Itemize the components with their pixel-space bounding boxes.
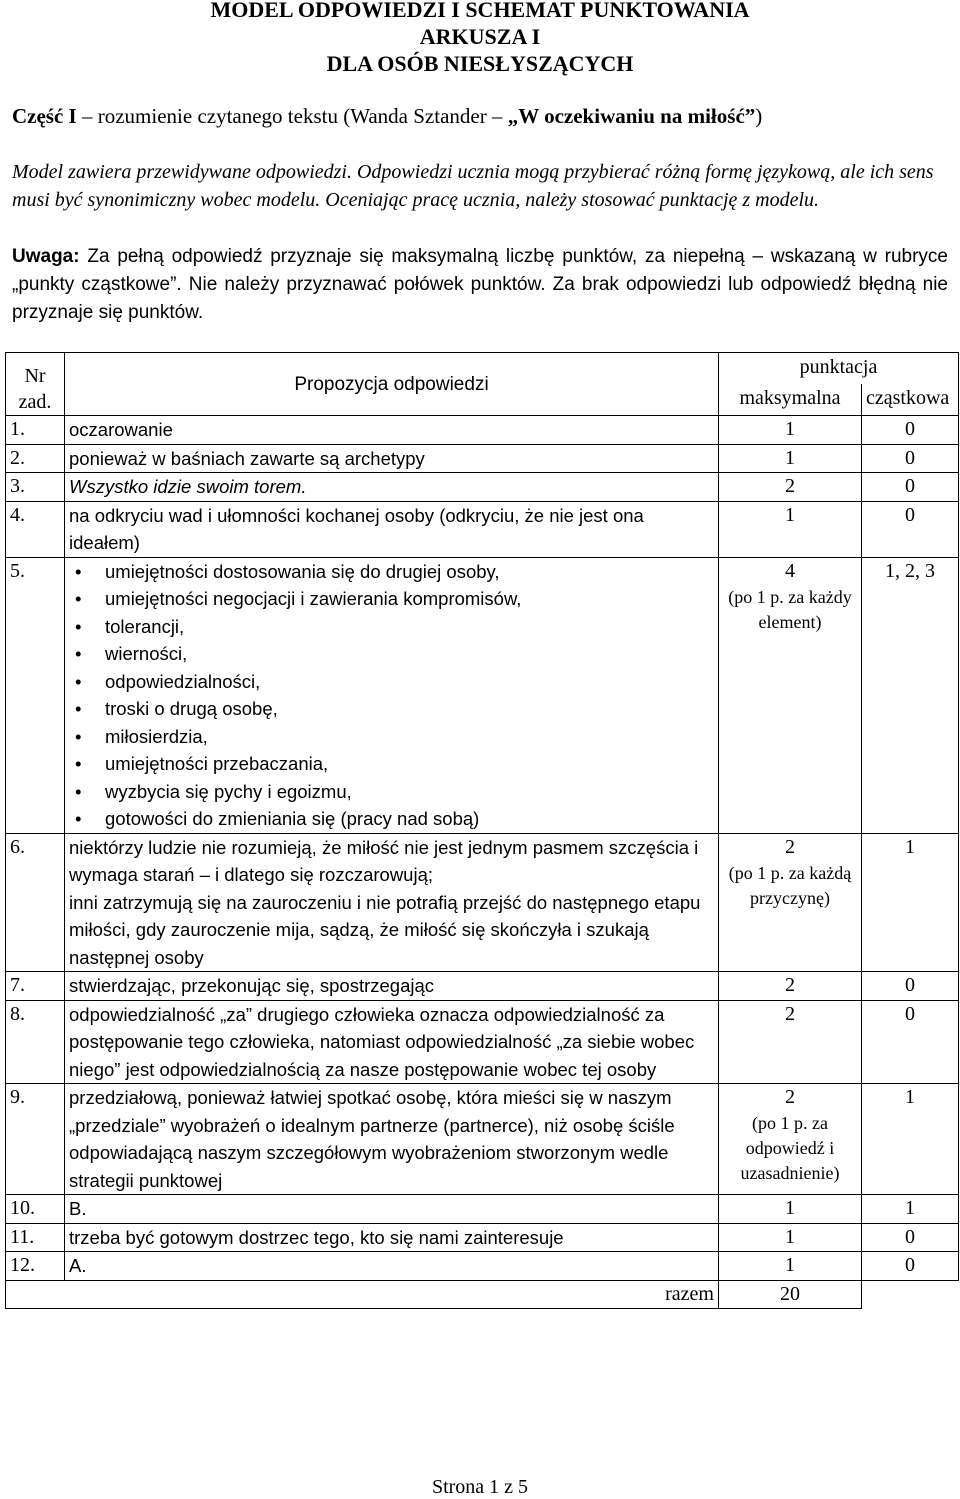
row-max: 2 xyxy=(719,1000,862,1084)
row-max xyxy=(719,1084,862,1195)
intro-paragraph: Model zawiera przewidywane odpowiedzi. Odpowiedzi ucznia mogą przybierać różną formę językową, ale ich sens musi być synonimiczny wobec modelu. Oceniając pracę ucznia, należy stosować punktację z modelu. xyxy=(12,161,934,211)
header-scoring: punktacja xyxy=(719,353,959,385)
list-item-text: gotowości do zmieniania się (pracy nad sobą) xyxy=(105,808,480,829)
row-answer: Wszystko idzie swoim torem. xyxy=(65,473,719,502)
list-item-text: miłosierdzia, xyxy=(105,725,208,747)
row-answer: trzeba być gotowym dostrzec tego, kto się nami zainteresuje xyxy=(65,1223,719,1252)
list-item xyxy=(75,723,714,751)
bullet-icon: • xyxy=(75,615,82,637)
row-max: 1 xyxy=(719,1195,862,1224)
table-row xyxy=(6,1000,959,1084)
row-partial: 0 xyxy=(862,1252,959,1281)
part-heading xyxy=(12,102,952,130)
sum-value: 20 xyxy=(719,1280,862,1308)
row-max-note: (po 1 p. za odpowiedź i uzasadnienie) xyxy=(740,1113,840,1183)
row-max-value: 2 xyxy=(785,835,795,858)
bullet-icon: • xyxy=(75,670,82,692)
row-max: 1 xyxy=(719,1252,862,1281)
list-item xyxy=(75,805,714,833)
bullet-icon: • xyxy=(75,725,82,747)
list-item xyxy=(75,585,714,613)
row-max xyxy=(719,557,862,833)
row-nr: 7. xyxy=(6,972,65,1001)
table-row xyxy=(6,557,959,833)
row-max: 1 xyxy=(719,501,862,557)
note-label: Uwaga: xyxy=(12,246,80,267)
header-max: maksymalna xyxy=(719,384,862,416)
row-answer: odpowiedzialność „za” drugiego człowieka oznacza odpowiedzialność za postępowanie tego człowieka, natomiast odpowiedzialność „za siebie wobec niego” jest odpowiedzialnością za nasze postępowanie wobec tej osoby xyxy=(65,1000,719,1084)
part-label: Część I xyxy=(12,104,77,128)
row-partial: 1 xyxy=(862,1195,959,1224)
list-item xyxy=(75,640,714,668)
row-max: 2 xyxy=(719,972,862,1001)
scoring-table xyxy=(5,352,959,1309)
list-item-text: tolerancji, xyxy=(105,615,185,637)
part-title: „W oczekiwaniu na miłość” xyxy=(507,104,756,128)
bullet-icon: • xyxy=(75,560,82,582)
title-line-3: DLA OSÓB NIESŁYSZĄCYCH xyxy=(326,51,634,76)
row-answer-part-1: niektórzy ludzie nie rozumieją, że miłość nie jest jednym pasmem szczęścia i wymaga starań – i dlatego się rozczarowują; xyxy=(69,836,699,885)
table-sum-row xyxy=(6,1280,959,1308)
sum-label: razem xyxy=(6,1280,719,1308)
row-nr: 5. xyxy=(6,557,65,833)
bullet-icon: • xyxy=(75,753,82,774)
list-item xyxy=(75,778,714,806)
row-answer: przedziałową, ponieważ łatwiej spotkać osobę, która mieści się w naszym „przedziale” wyobrażeń o idealnym partnerze (partnerce), niż osobę ściśle odpowiadającą naszym szczegółowym wyobrażeniom stworzonym wedle strategii punktowej xyxy=(65,1084,719,1195)
row-partial: 0 xyxy=(862,473,959,502)
row-nr: 8. xyxy=(6,1000,65,1084)
bullet-icon: • xyxy=(75,780,82,802)
table-row xyxy=(6,1084,959,1195)
row-partial: 0 xyxy=(862,416,959,445)
bullet-icon: • xyxy=(75,588,82,609)
bullet-icon: • xyxy=(75,698,82,719)
table-row xyxy=(6,1195,959,1224)
list-item xyxy=(75,558,714,586)
list-item xyxy=(75,668,714,696)
row-answer: A. xyxy=(65,1252,719,1281)
row-partial: 1 xyxy=(862,1084,959,1195)
part-text: – rozumienie czytanego tekstu (Wanda Sztander – xyxy=(76,104,508,128)
table-row xyxy=(6,972,959,1001)
row-max xyxy=(719,833,862,972)
table-row xyxy=(6,444,959,473)
row-max: 1 xyxy=(719,1223,862,1252)
row-max: 2 xyxy=(719,473,862,502)
row-partial: 0 xyxy=(862,444,959,473)
row-answer-list xyxy=(65,557,719,833)
row-max-note: (po 1 p. za każdą przyczynę) xyxy=(728,862,852,908)
row-max-note: (po 1 p. za każdy element) xyxy=(728,586,852,632)
row-nr: 3. xyxy=(6,473,65,502)
table-row xyxy=(6,473,959,502)
row-max: 1 xyxy=(719,444,862,473)
list-item-text: wyzbycia się pychy i egoizmu, xyxy=(105,780,352,802)
table-row xyxy=(6,416,959,445)
row-nr: 4. xyxy=(6,501,65,557)
row-nr: 10. xyxy=(6,1195,65,1224)
bullet-icon: • xyxy=(75,643,82,664)
table-row xyxy=(6,833,959,972)
page-footer: Strona 1 z 5 xyxy=(431,1476,529,1498)
row-answer: B. xyxy=(65,1195,719,1224)
table-row xyxy=(6,1223,959,1252)
row-partial: 0 xyxy=(862,1223,959,1252)
row-answer xyxy=(65,833,719,972)
list-item-text: wierności, xyxy=(105,643,188,664)
table-row xyxy=(6,1252,959,1281)
row-nr: 6. xyxy=(6,833,65,972)
row-answer-part-2: inni zatrzymują się na zauroczeniu i nie potrafią przejść do następnego etapu miłości, gdy zauroczenie mija, sądzą, że miłość się skończyła i szukają następnej osoby xyxy=(69,891,701,968)
list-item-text: umiejętności negocjacji i zawierania kompromisów, xyxy=(105,588,522,609)
note-text: Za pełną odpowiedź przyznaje się maksymalną liczbę punktów, za niepełną – wskazaną w rubryce „punkty cząstkowe”. Nie należy przyznawać połówek punktów. Za brak odpowiedzi lub odpowiedź błędną nie przyznaje się punktów. xyxy=(12,246,948,323)
list-item xyxy=(75,613,714,641)
row-answer: na odkryciu wad i ułomności kochanej osoby (odkryciu, że nie jest ona ideałem) xyxy=(65,501,719,557)
table-header-row xyxy=(6,353,959,385)
row-answer: oczarowanie xyxy=(65,416,719,445)
header-nr: Nr zad. xyxy=(6,353,65,416)
row-partial: 0 xyxy=(862,972,959,1001)
row-partial: 1 xyxy=(862,833,959,972)
row-max-value: 2 xyxy=(785,1086,795,1108)
sum-empty-cell xyxy=(862,1280,959,1308)
row-partial: 0 xyxy=(862,1000,959,1084)
table-row xyxy=(6,501,959,557)
bullet-icon: • xyxy=(75,808,82,829)
title-line-2: ARKUSZA I xyxy=(419,24,541,49)
row-partial: 0 xyxy=(862,501,959,557)
list-item-text: umiejętności dostosowania się do drugiej osoby, xyxy=(105,560,500,582)
list-item-text: odpowiedzialności, xyxy=(105,670,261,692)
bullet-list xyxy=(69,558,714,833)
header-partial: cząstkowa xyxy=(862,384,959,416)
row-max: 1 xyxy=(719,416,862,445)
row-nr: 9. xyxy=(6,1084,65,1195)
row-nr: 2. xyxy=(6,444,65,473)
list-item xyxy=(75,695,714,723)
row-answer: ponieważ w baśniach zawarte są archetypy xyxy=(65,444,719,473)
row-nr: 1. xyxy=(6,416,65,445)
row-nr: 12. xyxy=(6,1252,65,1281)
row-answer: stwierdzając, przekonując się, spostrzegając xyxy=(65,972,719,1001)
header-proposal: Propozycja odpowiedzi xyxy=(65,353,719,416)
row-nr: 11. xyxy=(6,1223,65,1252)
list-item xyxy=(75,750,714,778)
title-line-1: MODEL ODPOWIEDZI I SCHEMAT PUNKTOWANIA xyxy=(210,0,750,22)
part-suffix: ) xyxy=(755,104,763,128)
row-max-value: 4 xyxy=(785,559,795,582)
list-item-text: umiejętności przebaczania, xyxy=(105,753,329,774)
list-item-text: troski o drugą osobę, xyxy=(105,698,278,719)
note-paragraph xyxy=(12,243,948,327)
row-partial: 1, 2, 3 xyxy=(862,557,959,833)
